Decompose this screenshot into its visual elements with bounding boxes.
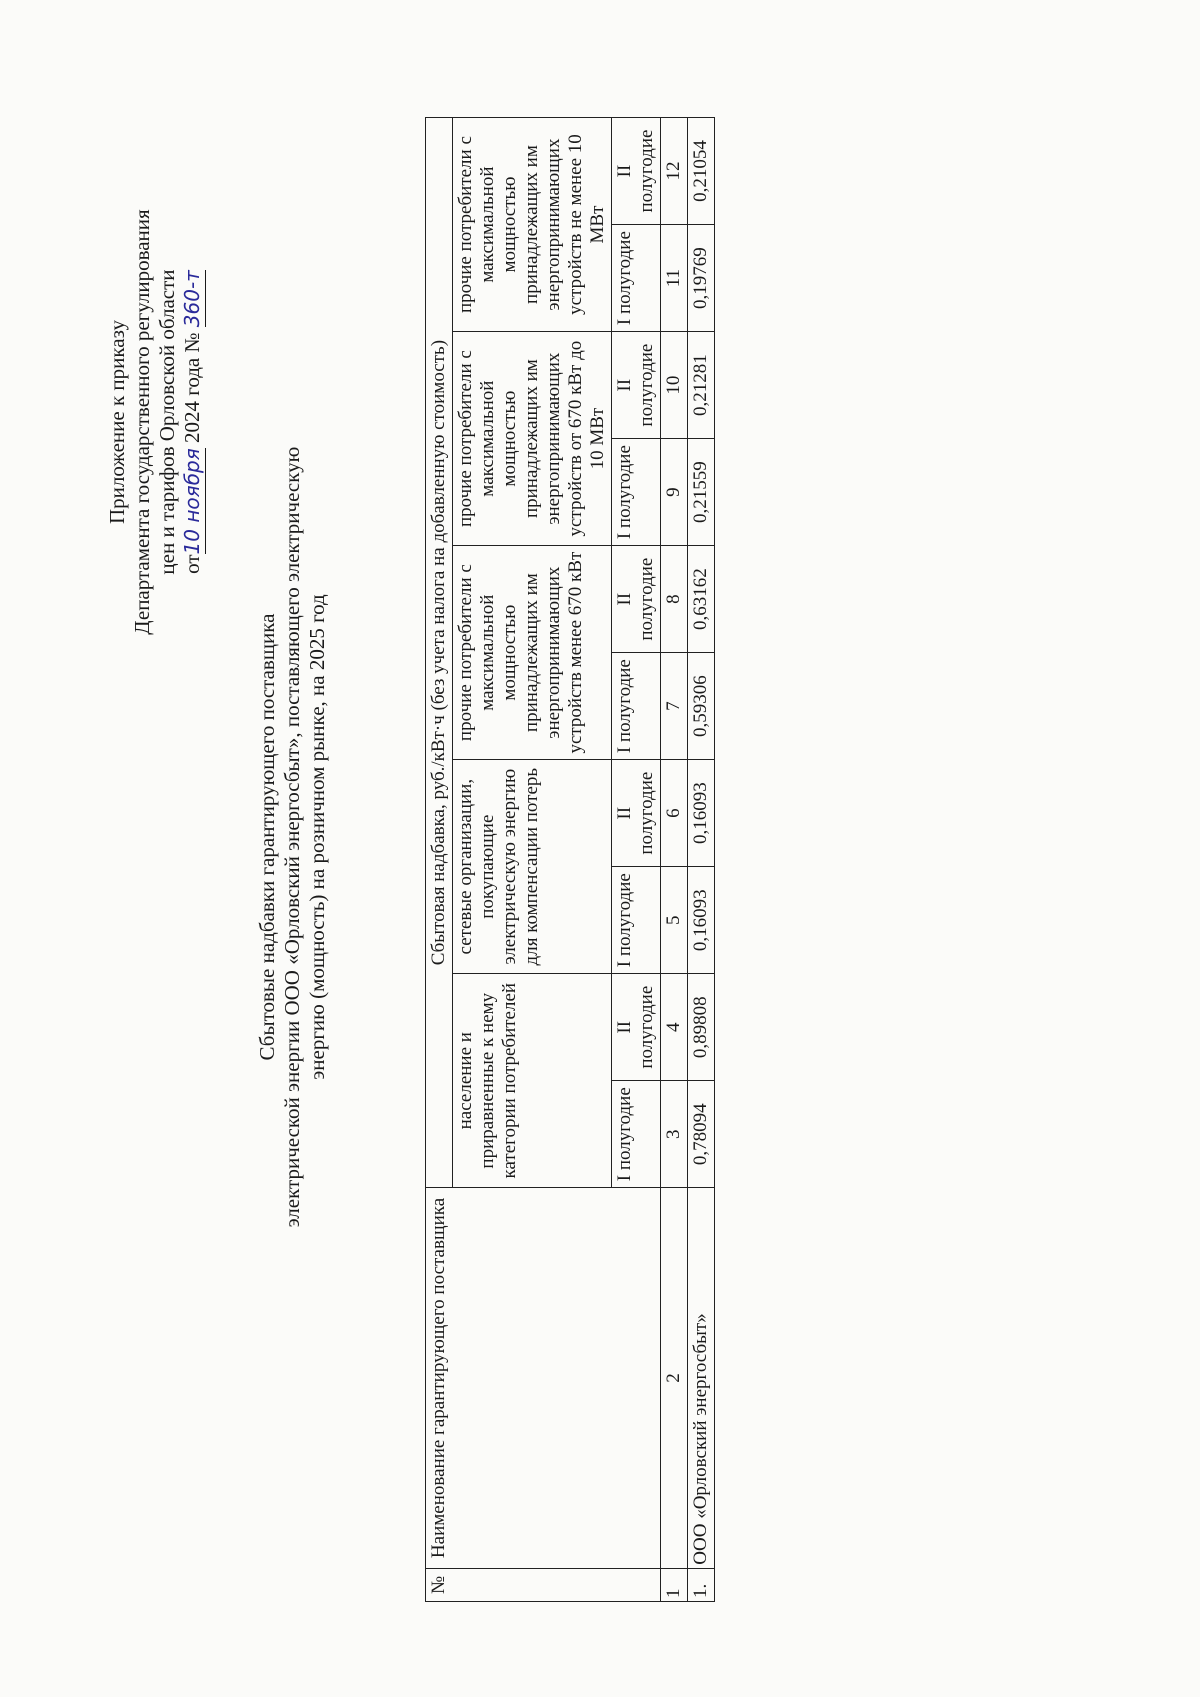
value-cell: 0,63162 [688, 546, 715, 653]
category-670kw-10mw: прочие потребители с максимальной мощностью принадлежащих им энергопринимающих устройств от 670 кВт до 10 МВт [453, 332, 612, 546]
value-cell: 0,89808 [688, 974, 715, 1081]
column-number: 7 [661, 653, 688, 760]
handwritten-date: 10 ноября [180, 448, 204, 555]
value-cell: 0,21054 [688, 118, 715, 225]
column-number-row [661, 118, 688, 1602]
category-over-10mw: прочие потребители с максимальной мощностью принадлежащих им энергопринимающих устройств не менее 10 МВт [453, 118, 612, 332]
half-year-label: I полугодие [612, 225, 661, 332]
category-under-670kw: прочие потребители с максимальной мощностью принадлежащих им энергопринимающих устройств менее 670 кВт [453, 546, 612, 760]
column-number: 2 [661, 1188, 688, 1569]
half-year-label: II полугодие [612, 546, 661, 653]
half-year-label: II полугодие [612, 974, 661, 1081]
approval-line: Приложение к приказу [105, 320, 129, 524]
title-line: Сбытовые надбавки гарантирующего поставщика [255, 613, 279, 1061]
half-year-label: II полугодие [612, 332, 661, 439]
approval-line: Департамента государственного регулирования [130, 209, 154, 635]
column-number: 1 [661, 1568, 688, 1601]
value-cell: 0,59306 [688, 653, 715, 760]
column-number: 6 [661, 760, 688, 867]
date-prefix: от [180, 554, 204, 574]
column-number: 12 [661, 118, 688, 225]
column-number: 5 [661, 867, 688, 974]
column-number: 3 [661, 1081, 688, 1188]
column-number: 8 [661, 546, 688, 653]
header-row [426, 118, 453, 1602]
half-year-label: II полугодие [612, 760, 661, 867]
approval-block [105, 162, 206, 682]
column-number: 11 [661, 225, 688, 332]
category-population: население и приравненные к нему категории потребителей [453, 974, 612, 1188]
column-number: 9 [661, 439, 688, 546]
value-cell: 0,21559 [688, 439, 715, 546]
document-title [255, 337, 330, 1337]
table-row [688, 118, 715, 1602]
half-year-label: I полугодие [612, 439, 661, 546]
markup-table [425, 117, 715, 1602]
year-text: 2024 года № [180, 332, 204, 443]
value-cell: 0,19769 [688, 225, 715, 332]
value-cell: 0,78094 [688, 1081, 715, 1188]
column-number: 4 [661, 974, 688, 1081]
value-cell: 0,16093 [688, 760, 715, 867]
category-grid-orgs: сетевые организации, покупающие электрическую энергию для компенсации потерь [453, 760, 612, 974]
header-group: Сбытовая надбавка, руб./кВт·ч (без учета налога на добавленную стоимость) [426, 118, 453, 1188]
header-no: № [426, 1568, 661, 1601]
approval-line: цен и тарифов Орловской области [155, 269, 179, 575]
handwritten-order-number: 360-т [180, 270, 204, 328]
value-cell: 0,16093 [688, 867, 715, 974]
approval-date-line [180, 162, 206, 682]
half-year-label: I полугодие [612, 653, 661, 760]
header-name: Наименование гарантирующего поставщика [426, 1188, 661, 1569]
supplier-name: ООО «Орловский энергосбыт» [688, 1188, 715, 1569]
column-number: 10 [661, 332, 688, 439]
half-year-label: I полугодие [612, 1081, 661, 1188]
row-number: 1. [688, 1568, 715, 1601]
half-year-label: II полугодие [612, 118, 661, 225]
value-cell: 0,21281 [688, 332, 715, 439]
half-year-label: I полугодие [612, 867, 661, 974]
title-line: электрической энергии ООО «Орловский энергосбыт», поставляющего электрическую [280, 446, 304, 1228]
title-line: энергию (мощность) на розничном рынке, на 2025 год [305, 594, 329, 1080]
